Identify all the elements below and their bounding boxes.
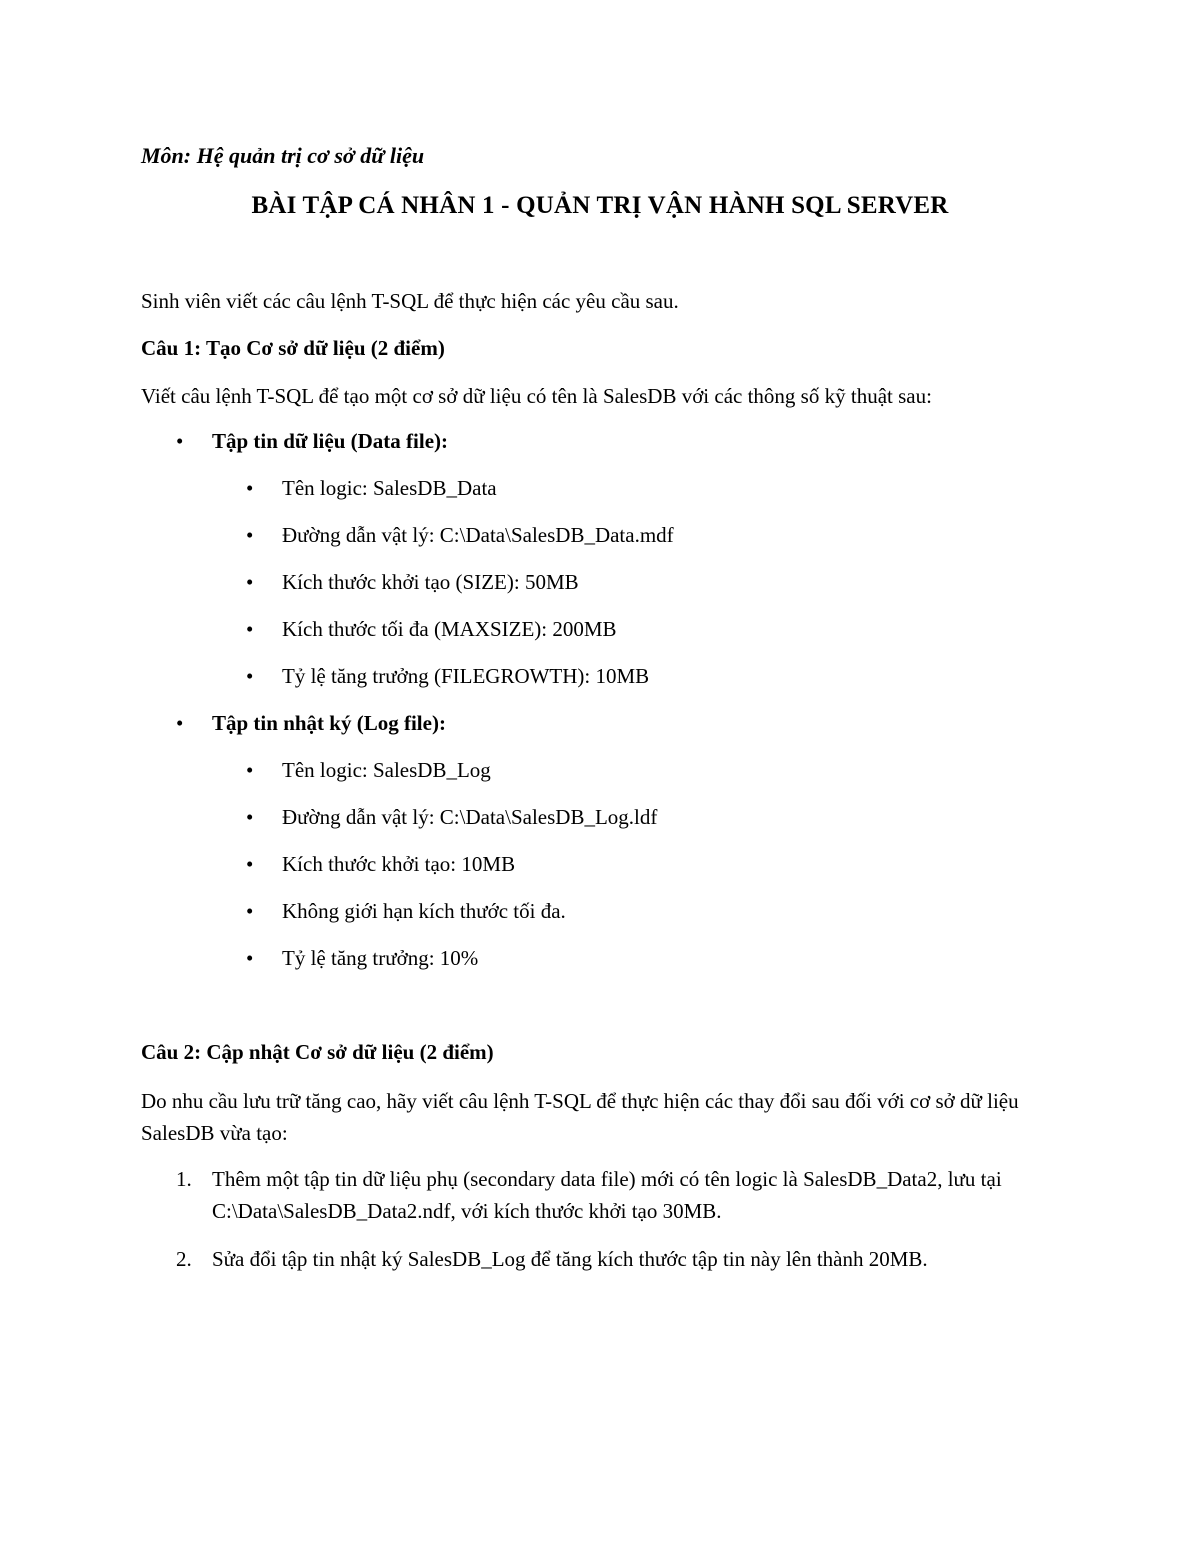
item-number: 1. xyxy=(176,1167,192,1191)
bullet-marker: • xyxy=(246,758,254,782)
list-item-text: Kích thước tối đa (MAXSIZE): 200MB xyxy=(282,617,617,641)
page-title: BÀI TẬP CÁ NHÂN 1 - QUẢN TRỊ VẬN HÀNH SQL SERVER xyxy=(251,192,949,219)
question-2-description: Do nhu cầu lưu trữ tăng cao, hãy viết câu lệnh T-SQL để thực hiện các thay đổi sau đối với cơ sở dữ liệu SalesDB vừa tạo: xyxy=(141,1089,1019,1145)
numbered-item xyxy=(176,1243,1066,1275)
question-1-heading: Câu 1: Tạo Cơ sở dữ liệu (2 điểm) xyxy=(141,336,445,360)
list-item xyxy=(246,758,491,783)
item-text: Thêm một tập tin dữ liệu phụ (secondary data file) mới có tên logic là SalesDB_Data2, lưu tại C:\Data\SalesDB_Data2.ndf, với kích thước khởi tạo 30MB. xyxy=(212,1167,1002,1223)
list-item-text: Tên logic: SalesDB_Data xyxy=(282,476,497,500)
list-item xyxy=(246,570,579,595)
list-item-text: Tên logic: SalesDB_Log xyxy=(282,758,491,782)
list-item xyxy=(246,617,617,642)
bullet-marker: • xyxy=(246,570,254,594)
bullet-marker: • xyxy=(246,664,254,688)
list-item-text: Kích thước khởi tạo (SIZE): 50MB xyxy=(282,570,579,594)
item-number: 2. xyxy=(176,1247,192,1271)
bullet-marker: • xyxy=(246,523,254,547)
log-file-label: Tập tin nhật ký (Log file): xyxy=(212,711,446,735)
list-item xyxy=(246,946,478,971)
bullet-marker: • xyxy=(246,852,254,876)
list-item xyxy=(246,476,497,501)
bullet-marker: • xyxy=(246,805,254,829)
numbered-item xyxy=(176,1163,1066,1227)
list-item-text: Kích thước khởi tạo: 10MB xyxy=(282,852,516,876)
question-2-heading: Câu 2: Cập nhật Cơ sở dữ liệu (2 điểm) xyxy=(141,1040,494,1064)
bullet-marker: • xyxy=(176,429,184,453)
list-item xyxy=(246,805,657,830)
item-text: Sửa đổi tập tin nhật ký SalesDB_Log để tăng kích thước tập tin này lên thành 20MB. xyxy=(212,1247,928,1271)
list-item-text: Không giới hạn kích thước tối đa. xyxy=(282,899,566,923)
list-item-text: Tỷ lệ tăng trưởng: 10% xyxy=(282,946,479,970)
bullet-marker: • xyxy=(246,617,254,641)
list-item-text: Đường dẫn vật lý: C:\Data\SalesDB_Data.mdf xyxy=(282,523,674,547)
list-item xyxy=(246,523,674,548)
data-file-label: Tập tin dữ liệu (Data file): xyxy=(212,429,449,453)
intro-text: Sinh viên viết các câu lệnh T-SQL để thực hiện các yêu cầu sau. xyxy=(141,289,679,313)
list-item xyxy=(246,852,515,877)
bullet-marker: • xyxy=(246,946,254,970)
log-file-bullet xyxy=(176,711,446,736)
list-item-text: Tỷ lệ tăng trưởng (FILEGROWTH): 10MB xyxy=(282,664,650,688)
bullet-marker: • xyxy=(246,899,254,923)
question-1-description: Viết câu lệnh T-SQL để tạo một cơ sở dữ liệu có tên là SalesDB với các thông số kỹ thuật sau: xyxy=(141,384,932,408)
bullet-marker: • xyxy=(246,476,254,500)
subject-line: Môn: Hệ quản trị cơ sở dữ liệu xyxy=(141,143,425,168)
list-item xyxy=(246,899,566,924)
list-item xyxy=(246,664,649,689)
data-file-bullet xyxy=(176,429,448,454)
bullet-marker: • xyxy=(176,711,184,735)
list-item-text: Đường dẫn vật lý: C:\Data\SalesDB_Log.ldf xyxy=(282,805,658,829)
